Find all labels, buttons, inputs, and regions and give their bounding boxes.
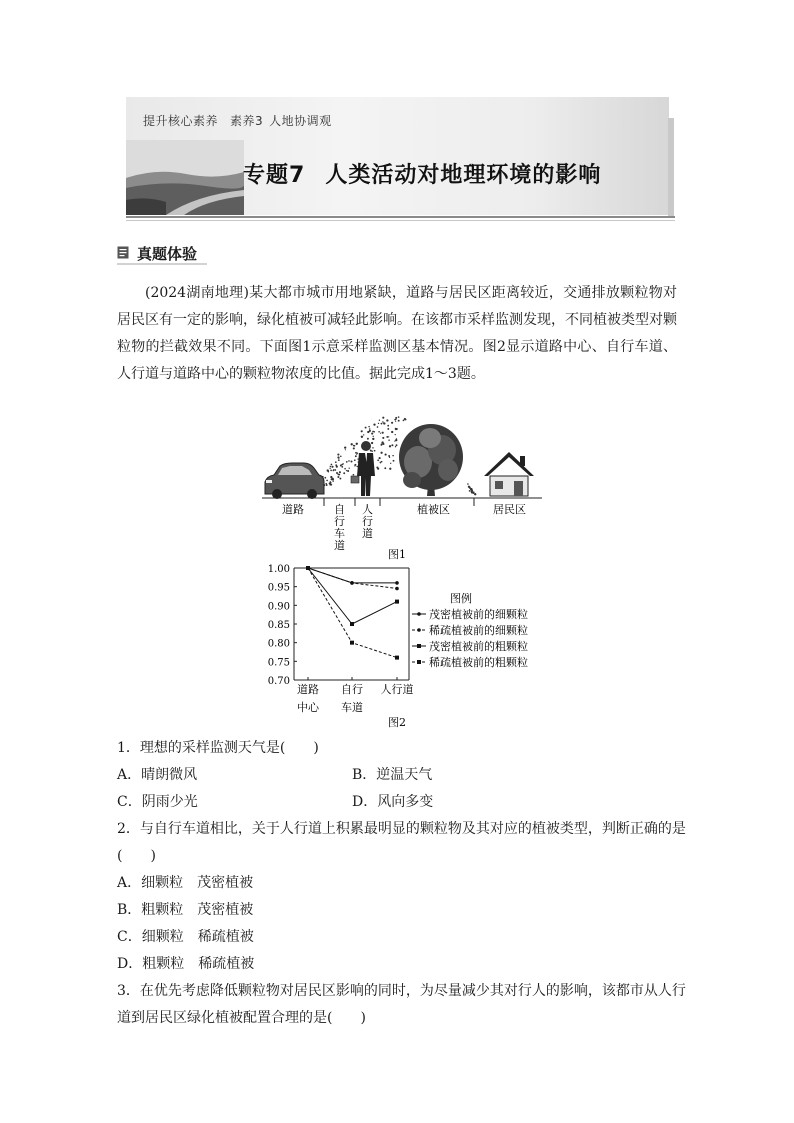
particle-dot bbox=[395, 446, 396, 447]
particle-dot bbox=[334, 469, 336, 471]
legend-label: 稀疏植被前的粗颗粒 bbox=[429, 656, 528, 669]
particle-dot bbox=[329, 468, 330, 469]
title-text: 人类活动对地理环境的影响 bbox=[325, 163, 602, 188]
particle-dot bbox=[328, 471, 329, 472]
particle-dot bbox=[396, 444, 398, 446]
question-2-stem-cont: ( ) bbox=[117, 848, 156, 864]
particle-dot bbox=[363, 434, 364, 435]
particle-dot bbox=[404, 418, 406, 420]
fig1-label-bike: 行 bbox=[334, 515, 345, 528]
tree-icon bbox=[399, 424, 463, 496]
particle-dot bbox=[395, 434, 396, 435]
particle-dot bbox=[388, 436, 389, 437]
question-1-option-d: D．风向多变 bbox=[352, 794, 434, 810]
section-underline bbox=[117, 263, 207, 265]
fig1-label-road: 道路 bbox=[282, 503, 304, 516]
particle-dot bbox=[353, 445, 355, 447]
figure-1-illustration bbox=[262, 402, 542, 560]
header-edge-shade bbox=[668, 118, 674, 216]
section-heading: 真题体验 bbox=[137, 245, 198, 263]
particle-dot bbox=[356, 443, 357, 444]
fig1-label-walk: 道 bbox=[362, 527, 373, 540]
legend-label: 稀疏植被前的细颗粒 bbox=[429, 624, 528, 637]
page-title bbox=[243, 158, 601, 189]
header-divider-thin bbox=[126, 220, 675, 221]
particle-dot bbox=[365, 427, 367, 429]
fig1-label-bike: 车 bbox=[334, 527, 345, 540]
particle-dot bbox=[348, 460, 350, 462]
question-2-option-a: A．细颗粒 茂密植被 bbox=[117, 875, 254, 891]
particle-dot bbox=[367, 431, 369, 433]
data-point bbox=[395, 581, 399, 585]
header-landscape-image bbox=[126, 140, 244, 215]
document-icon bbox=[117, 246, 129, 259]
particle-dot bbox=[398, 420, 400, 422]
question-1-option-c: C．阴雨少光 bbox=[117, 794, 198, 810]
particle-dot bbox=[386, 436, 388, 438]
title-number: 专题7 bbox=[243, 163, 306, 188]
particle-dot bbox=[473, 491, 475, 493]
data-point bbox=[417, 644, 421, 648]
x-tick-label: 车道 bbox=[341, 701, 363, 714]
particle-dot bbox=[336, 472, 338, 474]
question-2-option-b: B．粗颗粒 茂密植被 bbox=[117, 902, 254, 918]
particle-dot bbox=[355, 452, 357, 454]
particle-dot bbox=[403, 420, 405, 422]
particle-dot bbox=[367, 438, 369, 440]
data-point bbox=[395, 656, 399, 660]
particle-dot bbox=[377, 459, 379, 461]
particle-dot bbox=[344, 446, 346, 448]
particle-dot bbox=[337, 454, 339, 456]
particle-dot bbox=[354, 459, 356, 461]
y-tick-label: 0.80 bbox=[267, 638, 290, 650]
breadcrumb bbox=[143, 112, 344, 129]
particle-dot bbox=[392, 455, 394, 457]
particle-dot bbox=[469, 490, 471, 492]
particle-dot bbox=[371, 433, 373, 435]
particle-dot bbox=[371, 442, 373, 444]
y-tick-label: 0.90 bbox=[267, 601, 290, 613]
particle-dot bbox=[331, 478, 333, 480]
particle-dot bbox=[329, 484, 331, 486]
data-point bbox=[395, 587, 399, 591]
particle-dot bbox=[395, 421, 396, 422]
data-point bbox=[306, 566, 310, 570]
particle-dot bbox=[382, 432, 384, 434]
particle-dot bbox=[337, 456, 339, 458]
particle-dot bbox=[380, 433, 381, 434]
particle-dot bbox=[383, 422, 385, 424]
chart-series bbox=[306, 566, 399, 660]
data-point bbox=[417, 628, 421, 632]
data-point bbox=[350, 581, 354, 585]
figure-2-caption: 图2 bbox=[388, 716, 406, 729]
header-divider bbox=[126, 216, 675, 218]
particle-dot bbox=[387, 425, 389, 427]
particle-dot bbox=[382, 421, 383, 422]
particle-dot bbox=[390, 463, 391, 464]
y-tick-label: 0.85 bbox=[267, 620, 290, 631]
particle-dot bbox=[330, 476, 332, 478]
particle-dot bbox=[384, 467, 386, 469]
particle-dot bbox=[398, 416, 400, 418]
y-tick-label: 0.95 bbox=[267, 582, 290, 594]
particle-dot bbox=[340, 456, 342, 458]
particle-dot bbox=[330, 481, 331, 482]
particle-dot bbox=[355, 455, 357, 457]
data-point bbox=[395, 600, 399, 604]
particle-dot bbox=[385, 454, 387, 456]
particle-dot bbox=[391, 444, 393, 446]
particle-dot bbox=[326, 484, 328, 486]
particle-dot bbox=[470, 488, 472, 490]
particle-dot bbox=[373, 436, 374, 437]
particle-dot bbox=[339, 474, 341, 476]
car-icon bbox=[265, 463, 324, 499]
particle-dot bbox=[335, 464, 337, 466]
particle-dot bbox=[361, 430, 363, 432]
y-tick-label: 0.75 bbox=[267, 657, 290, 669]
particle-dot bbox=[346, 461, 348, 463]
series-line bbox=[308, 568, 397, 624]
particle-dot bbox=[380, 462, 381, 463]
particle-dot bbox=[381, 444, 383, 446]
particle-dot bbox=[369, 428, 371, 430]
particle-dot bbox=[388, 439, 390, 441]
question-1-option-a: A．晴朗微风 bbox=[117, 767, 198, 783]
particle-dot bbox=[379, 457, 381, 459]
legend-label: 茂密植被前的粗颗粒 bbox=[429, 640, 528, 653]
particle-dot bbox=[389, 445, 391, 447]
figure-1-caption: 图1 bbox=[388, 548, 406, 560]
particle-dot bbox=[351, 461, 353, 463]
figure-2-chart bbox=[262, 562, 552, 732]
data-point bbox=[417, 612, 421, 616]
particle-dot bbox=[371, 450, 373, 452]
particle-dot bbox=[339, 478, 341, 480]
particle-dot bbox=[389, 457, 390, 458]
question-3-stem-cont: 道到居民区绿化植被配置合理的是( ) bbox=[117, 1010, 366, 1026]
particle-dot bbox=[386, 419, 388, 421]
particle-dot bbox=[387, 428, 389, 430]
question-1-stem: 1．理想的采样监测天气是( ) bbox=[117, 740, 319, 756]
fig1-label-residential: 居民区 bbox=[493, 503, 526, 516]
particle-dot bbox=[337, 476, 339, 478]
x-tick-label: 中心 bbox=[297, 701, 319, 714]
data-point bbox=[350, 622, 354, 626]
particle-dot bbox=[382, 417, 384, 419]
particle-dot bbox=[381, 461, 383, 463]
particle-dot bbox=[378, 423, 379, 424]
particle-dot bbox=[381, 423, 383, 425]
legend-label: 茂密植被前的细颗粒 bbox=[429, 608, 528, 621]
question-2-stem: 2．与自行车道相比，关于人行道上积累最明显的颗粒物及其对应的植被类型，判断正确的是 bbox=[117, 821, 686, 837]
particle-dot bbox=[356, 466, 358, 468]
particle-dot bbox=[372, 447, 373, 448]
particle-dot bbox=[380, 452, 382, 454]
particle-dot bbox=[330, 470, 332, 472]
fig1-label-walk: 行 bbox=[362, 515, 373, 528]
fig1-label-walk: 人 bbox=[362, 503, 373, 516]
question-2-option-d: D．粗颗粒 稀疏植被 bbox=[117, 956, 255, 972]
particle-dot bbox=[468, 486, 470, 488]
x-tick-label: 人行道 bbox=[380, 683, 414, 696]
particle-dot bbox=[326, 480, 328, 482]
particle-dot bbox=[351, 443, 353, 445]
particle-dot bbox=[353, 447, 355, 449]
particle-dot bbox=[377, 426, 379, 428]
particle-dot bbox=[347, 470, 349, 472]
particle-dot bbox=[341, 466, 343, 468]
particle-dot bbox=[395, 417, 397, 419]
particle-dot bbox=[395, 428, 397, 430]
particle-dot bbox=[379, 420, 380, 421]
question-2-option-c: C．细颗粒 稀疏植被 bbox=[117, 929, 254, 945]
particle-dot bbox=[324, 477, 326, 479]
legend-title: 图例 bbox=[450, 592, 472, 605]
particle-dot bbox=[356, 453, 357, 454]
particle-dot bbox=[343, 472, 345, 474]
breadcrumb-item: 素养3 bbox=[230, 114, 264, 128]
particle-dot bbox=[372, 431, 374, 433]
y-tick-label: 0.70 bbox=[267, 676, 290, 687]
fig1-label-vegetation: 植被区 bbox=[417, 503, 450, 516]
data-point bbox=[417, 660, 421, 664]
particle-dot bbox=[361, 436, 363, 438]
particle-dot bbox=[467, 483, 469, 485]
particle-dot bbox=[339, 471, 341, 473]
particle-dot bbox=[391, 422, 393, 424]
particle-dot bbox=[378, 431, 380, 433]
particle-dot bbox=[331, 466, 333, 468]
particle-dot bbox=[331, 464, 333, 466]
question-3-stem: 3．在优先考虑降低颗粒物对居民区影响的同时，为尽量减少其对行人的影响，该都市从人行 bbox=[117, 983, 686, 999]
fig1-label-bike: 自 bbox=[334, 503, 345, 516]
particle-dot bbox=[335, 461, 337, 463]
house-icon bbox=[484, 452, 534, 496]
particle-dot bbox=[372, 438, 374, 440]
x-tick-label: 自行 bbox=[341, 683, 363, 696]
pedestrian-icon bbox=[351, 441, 375, 496]
particle-dot bbox=[394, 441, 395, 442]
particle-dot bbox=[389, 468, 391, 470]
series-line bbox=[308, 568, 397, 583]
particle-dot bbox=[344, 468, 346, 470]
data-point bbox=[350, 641, 354, 645]
particle-dot bbox=[368, 426, 370, 428]
particle-dot bbox=[396, 438, 397, 439]
particle-dot bbox=[376, 466, 378, 468]
particle-dot bbox=[340, 465, 342, 467]
particle-dot bbox=[374, 450, 376, 452]
particle-dot bbox=[388, 455, 390, 457]
intro-paragraph: (2024湖南地理)某大都市城市用地紧缺，道路与居民区距离较近，交通排放颗粒物对居民区有一定的影响，绿化植被可减轻此影响。在该都市采样监测发现，不同植被类型对颗粒物的拦截效果不同。下面图1示意采样监测区基本情况。图2显示道路中心、自行车道、人行道与道路中心的颗粒物浓度的比值。据此完成1～3题。 bbox=[117, 285, 677, 382]
chart-axes bbox=[268, 564, 414, 714]
particle-dot bbox=[338, 459, 340, 461]
particle-dot bbox=[332, 480, 333, 481]
fig1-label-bike: 道 bbox=[334, 539, 345, 552]
particle-dot bbox=[349, 468, 350, 469]
y-tick-label: 1.00 bbox=[267, 564, 290, 575]
particle-dot bbox=[354, 464, 356, 466]
particle-dot bbox=[330, 466, 331, 467]
particle-dot bbox=[393, 460, 395, 462]
particle-dot bbox=[474, 493, 476, 495]
breadcrumb-item: 人地协调观 bbox=[269, 114, 332, 128]
particle-dot bbox=[345, 449, 346, 450]
particle-dot bbox=[394, 419, 396, 421]
chart-legend bbox=[412, 591, 528, 669]
question-1-option-b: B．逆温天气 bbox=[352, 767, 433, 783]
particle-dot bbox=[382, 437, 384, 439]
particle-dot bbox=[333, 470, 335, 472]
particle-dot bbox=[391, 431, 393, 433]
particle-dot bbox=[346, 470, 347, 471]
particle-dot bbox=[373, 423, 375, 425]
breadcrumb-item: 提升核心素养 bbox=[143, 114, 219, 128]
particle-dot bbox=[381, 441, 383, 443]
x-tick-label: 道路 bbox=[297, 683, 319, 696]
particle-dot bbox=[353, 474, 355, 476]
